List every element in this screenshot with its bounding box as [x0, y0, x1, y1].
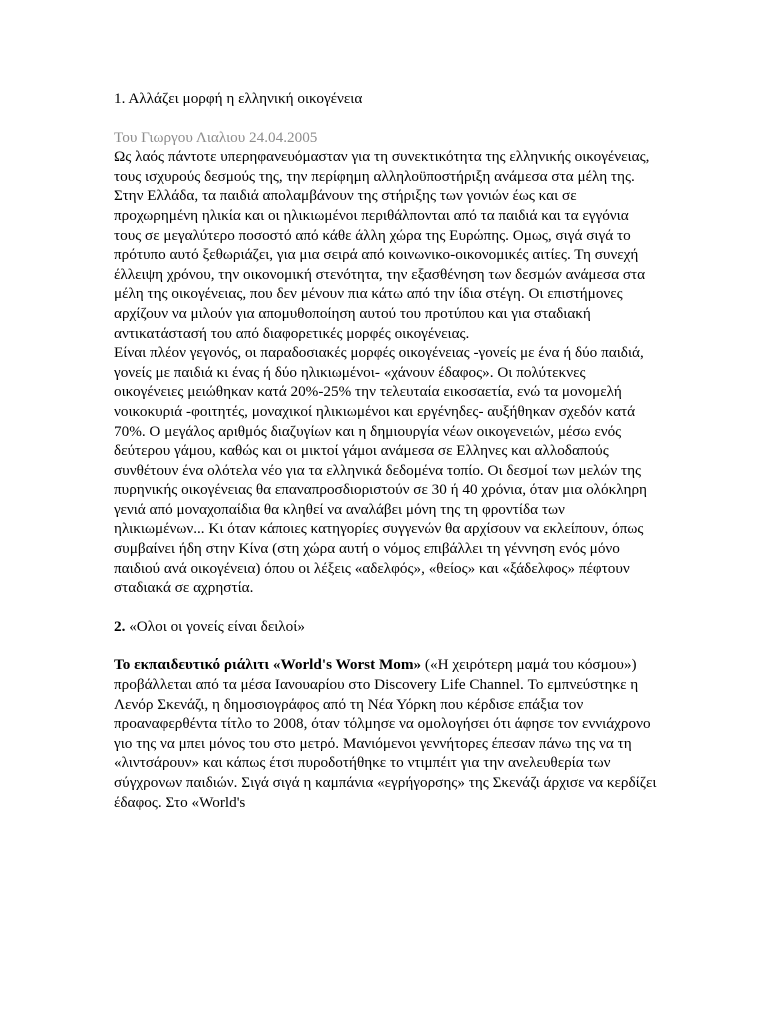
article-1-heading: 1. Αλλάζει μορφή η ελληνική οικογένεια	[114, 90, 363, 107]
article-1-paragraph-2: Είναι πλέον γεγονός, οι παραδοσιακές μορφές οικογένειας -γονείς με ένα ή δύο παιδιά, γονείς με παιδιά κι ένας ή δύο ηλικιωμένοι- «χάνουν έδαφος». Οι πολύτεκνες οικογένειες μειώθηκαν κατά 20%-25% την τελευταία εικοσαετία, ενώ τα μονομελή νοικοκυριά -φοιτητές, μοναχικοί ηλικιωμένοι και εργένηδες- αυξήθηκαν σχεδόν κατά 70%. Ο μεγάλος αριθμός διαζυγίων και η δημιουργία νέων οικογενειών, μέσω ενός δεύτερου γάμου, καθώς και οι μικτοί γάμοι ανάμεσα σε Ελληνες και αλλοδαπούς συνθέτουν ένα ολότελα νέο για τα ελληνικά δεδομένα τοπίο. Οι δεσμοί των μελών της πυρηνικής οικογένειας θα επαναπροσδιοριστούν σε 30 ή 40 χρόνια, όταν μια ολόκληρη γενιά από μοναχοπαίδια θα κληθεί να αναλάβει μόνη της τη φροντίδα των ηλικιωμένων... Κι όταν κάποιες κατηγορίες συγγενών θα αρχίσουν να εκλείπουν, όπως συμβαίνει ήδη στην Κίνα (στη χώρα αυτή ο νόμος επιβάλλει τη γέννηση ενός μόνο παιδιού ανά οικογένεια) όπου οι λέξεις «αδελφός», «θείος» και «ξάδελφος» πέφτουν σταδιακά σε αχρηστία.	[114, 344, 647, 597]
article-2-paragraph-1	[114, 655, 658, 812]
article-2-heading	[114, 617, 658, 637]
document-page	[114, 89, 658, 812]
article-2-body: («Η χειρότερη μαμά του κόσμου») προβάλλεται από τα μέσα Ιανουαρίου στο Discovery Life Channel. Το εμπνεύστηκε η Λενόρ Σκενάζι, η δημοσιογράφος από τη Νέα Υόρκη που κέρδισε επάξια τον προαναφερθέντα τίτλο το 2008, όταν τόλμησε να ομολογήσει ότι άφησε τον εννιάχρονο γιο της να μπει μόνος του στο μετρό. Μανιόμενοι γεννήτορες έπεσαν πάνω της να τη «λιντσάρουν» και κάπως έτσι πυροδοτήθηκε το ντιμπέιτ για την ανελευθερία των σύγχρονων παιδιών. Σιγά σιγά η καμπάνια «εγρήγορσης» της Σκενάζι άρχισε να κερδίζει έδαφος. Στο «World's	[114, 656, 657, 811]
article-2-title: «Ολοι οι γονείς είναι δειλοί»	[125, 617, 305, 635]
article-1-paragraph-1: Ως λαός πάντοτε υπερηφανευόμασταν για τη συνεκτικότητα της ελληνικής οικογένειας, τους ισχυρούς δεσμούς της, την περίφημη αλληλοϋποστήριξη ανάμεσα στα μέλη της. Στην Ελλάδα, τα παιδιά απολαμβάνουν της στήριξης των γονιών έως και σε προχωρημένη ηλικία και οι ηλικιωμένοι περιθάλπονται από τα παιδιά και τα εγγόνια τους σε μεγαλύτερο ποσοστό από κάθε άλλη χώρα της Ευρώπης. Ομως, σιγά σιγά το πρότυπο αυτό ξεθωριάζει, για μια σειρά από κοινωνικο-οικονομικές αιτίες. Τη συνεχή έλλειψη χρόνου, την οικονομική στενότητα, την εξασθένηση των δεσμών ανάμεσα στα μέλη της οικογένειας, που δεν μένουν πια κάτω από την ίδια στέγη. Οι επιστήμονες αρχίζουν να μιλούν για απομυθοποίηση αυτού του προτύπου και για σταδιακή αντικατάστασή του από διαφορετικές μορφές οικογένειας.	[114, 148, 650, 342]
article-1-byline: Του Γιωργου Λιαλιου 24.04.2005	[114, 128, 318, 146]
article-2-lead: Το εκπαιδευτικό ριάλιτι «World's Worst Mom»	[114, 656, 422, 674]
article-2-number: 2.	[114, 617, 126, 635]
